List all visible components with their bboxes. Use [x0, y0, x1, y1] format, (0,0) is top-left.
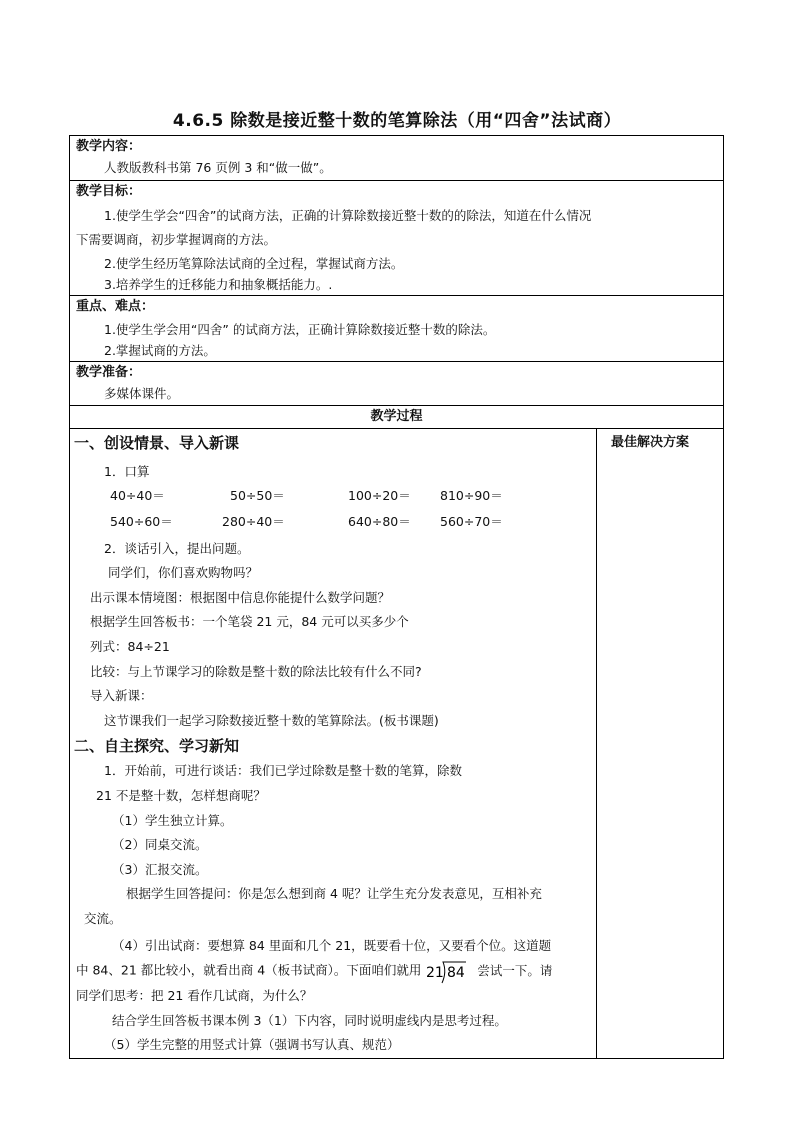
side-title: 最佳解决方案 — [611, 435, 690, 450]
text-line: 21 不是整十数，怎样想商呢？ — [96, 787, 266, 803]
text-line: 列式：84÷21 — [90, 638, 170, 654]
text-line: 交流。 — [84, 910, 122, 926]
objectives-row — [70, 181, 724, 296]
text-line: 根据学生回答提问：你是怎么想到商 4 呢？让学生充分发表意见，互相补充 — [126, 886, 542, 902]
calc-item: 280÷40＝ — [222, 513, 285, 529]
text-line: （4）引出试商：要想算 84 里面和几个 21，既要看十位，又要看个位。这道题 — [112, 937, 552, 953]
key-point-item: 1.使学生学会用“四舍” 的试商方法，正确计算除数接近整十数的除法。 — [104, 322, 496, 337]
process-main-cell — [70, 429, 597, 1059]
section2-title: 二、自主探究、学习新知 — [74, 737, 240, 756]
dividend: 84 — [447, 965, 466, 982]
objective-item: 下需要调商，初步掌握调商的方法。 — [76, 232, 277, 247]
text-line: （2）同桌交流。 — [112, 837, 208, 853]
oral-calc-label: 1．口算 — [104, 464, 150, 479]
calc-item: 810÷90＝ — [440, 487, 503, 503]
text-line-with-division — [70, 958, 596, 984]
text-line: 导入新课： — [90, 688, 153, 704]
text-line: （5）学生完整的用竖式计算（强调书写认真、规范） — [104, 1037, 400, 1053]
text-line: 1．开始前，可进行谈话：我们已学过除数是整十数的笔算，除数 — [104, 763, 462, 779]
lesson-plan-table — [69, 135, 724, 1059]
section1-title: 一、创设情景、导入新课 — [74, 434, 240, 452]
text-fragment: 中 84、21 都比较小，就看出商 4（板书试商）。下面咱们就用 — [76, 962, 422, 978]
side-cell — [597, 429, 724, 1059]
text-line: 结合学生回答板书课本例 3（1）下内容，同时说明虚线内是思考过程。 — [112, 1012, 507, 1028]
process-body-row — [70, 429, 724, 1059]
text-line: 根据学生回答板书：一个笔袋 21 元，84 元可以买多少个 — [90, 614, 409, 630]
content-text: 人教版教科书第 76 页例 3 和“做一做”。 — [104, 160, 332, 175]
text-line: 同学们，你们喜欢购物吗？ — [108, 565, 259, 581]
calc-item: 640÷80＝ — [348, 513, 411, 529]
text-fragment: 尝试一下。请 — [477, 962, 553, 978]
preparation-header: 教学准备： — [76, 365, 142, 380]
preparation-row — [70, 362, 724, 406]
text-line: 2．谈话引入，提出问题。 — [104, 540, 250, 556]
text-line: 这节课我们一起学习除数接近整十数的笔算除法。(板书课题) — [104, 712, 439, 728]
key-points-row — [70, 296, 724, 362]
long-division-icon — [425, 958, 467, 984]
page-title: 4.6.5 除数是接近整十数的笔算除法（用“四舍”法试商） — [172, 111, 622, 131]
text-line: （3）汇报交流。 — [112, 861, 208, 877]
key-points-header: 重点、难点： — [76, 299, 155, 314]
key-point-item: 2.掌握试商的方法。 — [104, 343, 216, 358]
text-line: （1）学生独立计算。 — [112, 812, 233, 828]
text-line: 出示课本情境图：根据图中信息你能提什么数学问题？ — [90, 589, 391, 605]
text-line: 同学们思考：把 21 看作几试商，为什么？ — [76, 988, 313, 1004]
preparation-text: 多媒体课件。 — [104, 386, 180, 401]
objectives-header: 教学目标： — [76, 184, 142, 199]
calc-item: 40÷40＝ — [110, 487, 165, 503]
objective-item: 1.使学生学会“四舍”的试商方法，正确的计算除数接近整十数的的除法，知道在什么情况 — [104, 208, 592, 223]
divisor: 21 — [426, 965, 445, 982]
content-header: 教学内容： — [76, 139, 142, 154]
oral-calc-grid — [70, 485, 596, 537]
text-line: 比较：与上节课学习的除数是整十数的除法比较有什么不同? — [90, 663, 422, 679]
content-row — [70, 136, 724, 181]
process-title: 教学过程 — [370, 409, 423, 424]
calc-item: 540÷60＝ — [110, 513, 173, 529]
calc-item: 560÷70＝ — [440, 513, 503, 529]
calc-item: 50÷50＝ — [230, 487, 285, 503]
objective-item: 3.培养学生的迁移能力和抽象概括能力。. — [104, 277, 333, 292]
process-title-row — [70, 406, 724, 429]
calc-item: 100÷20＝ — [348, 487, 411, 503]
objective-item: 2.使学生经历笔算除法试商的全过程，掌握试商方法。 — [104, 256, 404, 271]
